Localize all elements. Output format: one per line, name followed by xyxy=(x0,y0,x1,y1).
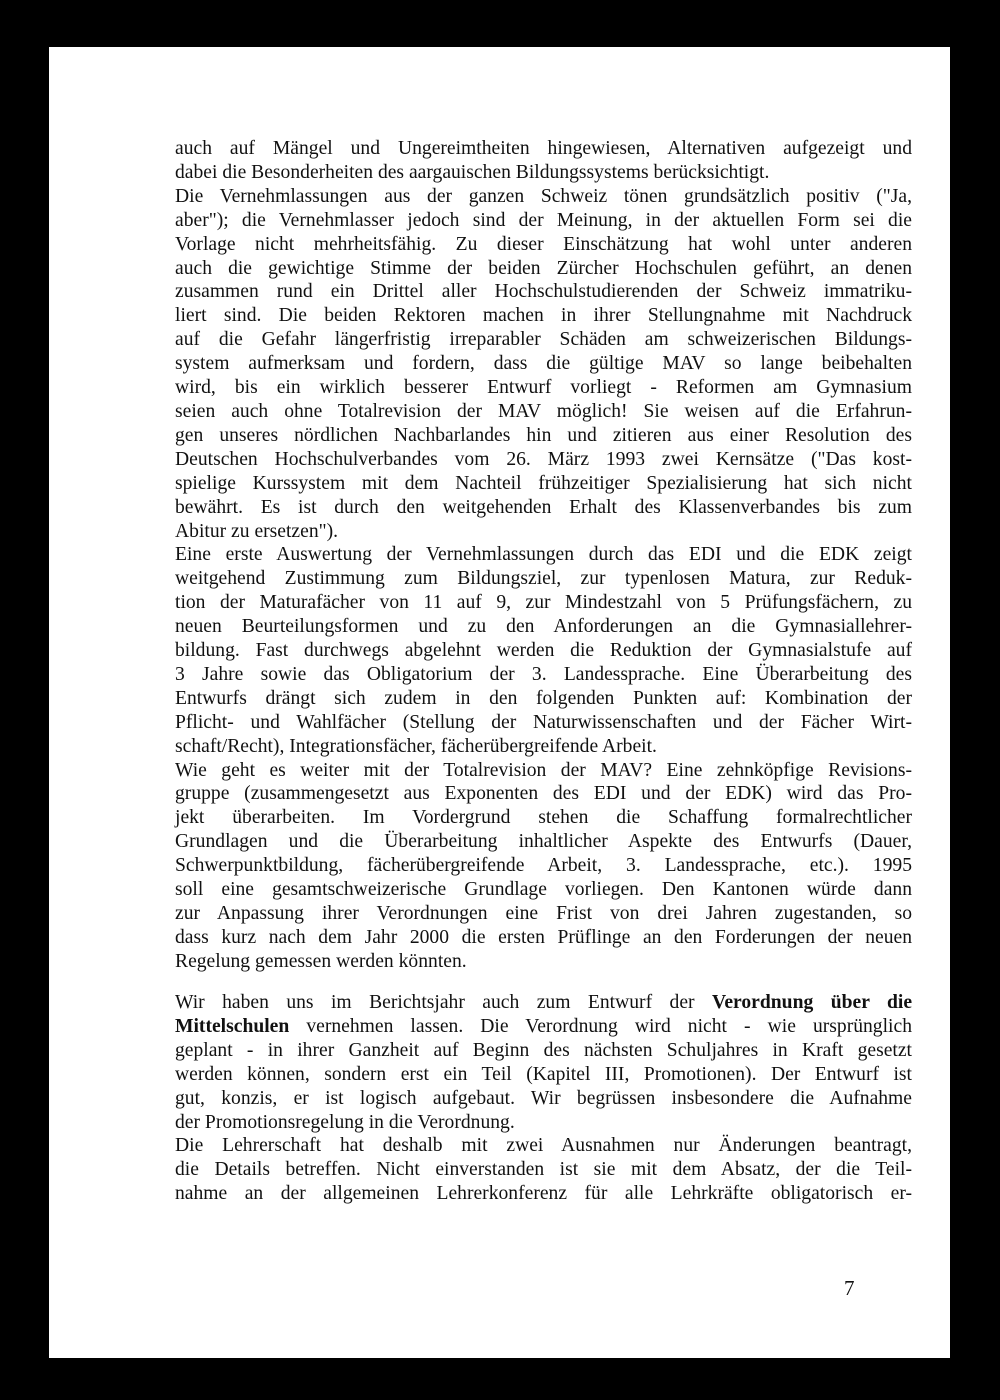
text-line: die Details betreffen. Nicht einverstanden ist sie mit dem Absatz, der die Teil- xyxy=(175,1159,912,1181)
text-line: Wie geht es weiter mit der Totalrevision der MAV? Eine zehnköpfige Revisions- xyxy=(175,759,912,781)
text-line xyxy=(175,1015,912,1039)
text-line: soll eine gesamtschweizerische Grundlage vorliegen. Den Kantonen würde dann xyxy=(175,879,912,901)
text-line: geplant - in ihrer Ganzheit auf Beginn des nächsten Schuljahres in Kraft gesetzt xyxy=(175,1039,912,1061)
text-line: schaft/Recht), Integrationsfächer, fächerübergreifende Arbeit. xyxy=(175,735,657,757)
paragraph-edi-edk-evaluation xyxy=(175,543,912,758)
text-line: dass kurz nach dem Jahr 2000 die ersten Prüflinge an den Forderungen der neuen xyxy=(175,926,912,948)
paragraph-mittelschulen-ordinance xyxy=(175,991,912,1134)
text-line: gen unseres nördlichen Nachbarlandes hin und zitieren aus einer Resolution des xyxy=(175,424,912,446)
text-line: auch die gewichtige Stimme der beiden Zürcher Hochschulen geführt, an denen xyxy=(175,257,912,279)
paragraph-teacher-requests xyxy=(175,1134,912,1206)
text-line: Entwurfs drängt sich zudem in den folgenden Punkten auf: Kombination der xyxy=(175,687,912,709)
bold-ordinance-title: Verordnung über die xyxy=(712,992,913,1013)
text-line: Schwerpunktbildung, fächerübergreifende Arbeit, 3. Landessprache, etc.). 1995 xyxy=(175,855,912,877)
text-line: liert sind. Die beiden Rektoren machen in ihrer Stellungnahme mit Nachdruck xyxy=(175,305,912,327)
page-number: 7 xyxy=(844,1276,855,1300)
text-line: wird, bis ein wirklich besserer Entwurf vorliegt - Reformen am Gymnasium xyxy=(175,377,912,399)
text-line: seien auch ohne Totalrevision der MAV möglich! Sie weisen auf die Erfahrun- xyxy=(175,400,912,422)
text-line: Eine erste Auswertung der Vernehmlassungen durch das EDI und die EDK zeigt xyxy=(175,544,912,566)
text-line: weitgehend Zustimmung zum Bildungsziel, zur typenlosen Matura, zur Reduk- xyxy=(175,568,912,590)
body-text-section-1 xyxy=(175,137,912,974)
text-line: aber"); die Vernehmlasser jedoch sind der Meinung, in der aktuellen Form sei die xyxy=(175,209,912,231)
text-line: Grundlagen und die Überarbeitung inhaltlicher Aspekte des Entwurfs (Dauer, xyxy=(175,831,912,853)
text-line: Regelung gemessen werden könnten. xyxy=(175,950,467,972)
text-line: spielige Kurssystem mit dem Nachteil frühzeitiger Spezialisierung hat sich nicht xyxy=(175,472,912,494)
text-line: Vorlage nicht mehrheitsfähig. Zu dieser Einschätzung hat wohl unter anderen xyxy=(175,233,912,255)
text-line: Deutschen Hochschulverbandes vom 26. März 1993 zwei Kernsätze ("Das kost- xyxy=(175,448,912,470)
paragraph-mav-consultation xyxy=(175,137,912,185)
text-line: auch auf Mängel und Ungereimtheiten hingewiesen, Alternativen aufgezeigt und xyxy=(175,138,912,159)
text-line: 3 Jahre sowie das Obligatorium der 3. Landessprache. Eine Überarbeitung des xyxy=(175,663,912,685)
document-page xyxy=(49,47,950,1358)
bold-ordinance-title: Mittelschulen xyxy=(175,1015,290,1037)
text-line-part: Wir haben uns im Berichtsjahr auch zum Entwurf der xyxy=(175,992,712,1013)
paragraph-swiss-responses xyxy=(175,185,912,544)
text-line: Pflicht- und Wahlfächer (Stellung der Naturwissenschaften und der Fächer Wirt- xyxy=(175,711,912,733)
body-text-section-2 xyxy=(175,991,912,1206)
text-line: Abitur zu ersetzen"). xyxy=(175,520,339,542)
text-line: system aufmerksam und fordern, dass die gültige MAV so lange beibehalten xyxy=(175,353,912,375)
text-line: gut, konzis, er ist logisch aufgebaut. Wir begrüssen insbesondere die Aufnahme xyxy=(175,1087,912,1109)
text-line: bildung. Fast durchwegs abgelehnt werden die Reduktion der Gymnasialstufe auf xyxy=(175,640,912,662)
text-line: Die Vernehmlassungen aus der ganzen Schweiz tönen grundsätzlich positiv ("Ja, xyxy=(175,185,912,207)
text-line: auf die Gefahr längerfristig irreparabler Schäden am schweizerischen Bildungs- xyxy=(175,329,912,351)
text-line-part: vernehmen lassen. Die Verordnung wird nicht - wie ursprünglich xyxy=(289,1015,912,1037)
text-line: jekt überarbeiten. Im Vordergrund stehen die Schaffung formalrechtlicher xyxy=(175,807,912,829)
text-line: Die Lehrerschaft hat deshalb mit zwei Ausnahmen nur Änderungen beantragt, xyxy=(175,1135,912,1157)
text-line: zusammen rund ein Drittel aller Hochschulstudierenden der Schweiz immatriku- xyxy=(175,281,912,303)
text-line: neuen Beurteilungsformen und zu den Anforderungen an die Gymnasiallehrer- xyxy=(175,616,912,638)
text-line: der Promotionsregelung in die Verordnung. xyxy=(175,1111,515,1133)
text-line: zur Anpassung ihrer Verordnungen eine Frist von drei Jahren zugestanden, so xyxy=(175,903,912,924)
paragraph-revision-outlook xyxy=(175,759,912,974)
text-line: gruppe (zusammengesetzt aus Exponenten des EDI und der EDK) wird das Pro- xyxy=(175,783,912,805)
text-line: bewährt. Es ist durch den weitgehenden Erhalt des Klassenverbandes bis zum xyxy=(175,496,912,518)
text-line: werden können, sondern erst ein Teil (Kapitel III, Promotionen). Der Entwurf ist xyxy=(175,1063,912,1085)
text-line: tion der Maturafächer von 11 auf 9, zur Mindestzahl von 5 Prüfungsfächern, zu xyxy=(175,592,912,614)
text-line xyxy=(175,991,912,1015)
text-line: dabei die Besonderheiten des aargauischen Bildungssystems berücksichtigt. xyxy=(175,161,770,183)
text-line: nahme an der allgemeinen Lehrerkonferenz für alle Lehrkräfte obligatorisch er- xyxy=(175,1183,912,1205)
